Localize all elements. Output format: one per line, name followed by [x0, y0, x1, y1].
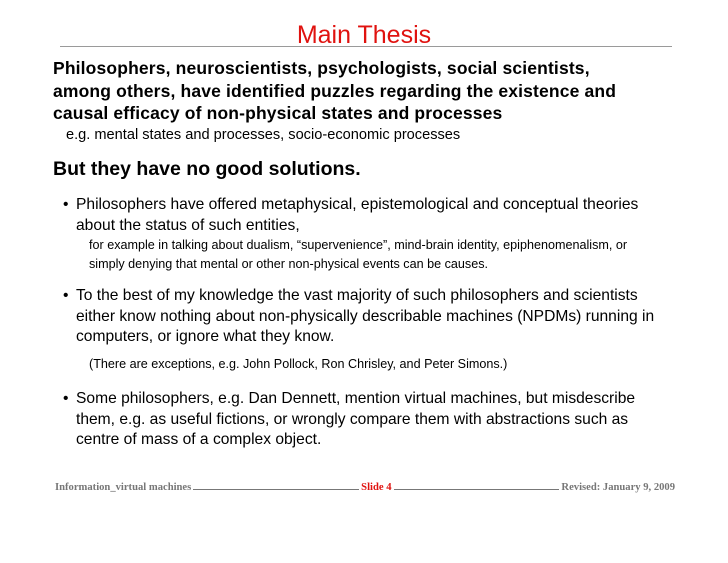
footer-slide-number: Slide 4 — [361, 482, 392, 493]
bullet-line: about the status of such entities, — [76, 216, 300, 234]
bullet-text — [76, 286, 683, 348]
bullet-line: either know nothing about non-physically describable machines (NPDMs) running in — [76, 307, 655, 325]
footer-revised-date: Revised: January 9, 2009 — [561, 482, 676, 493]
bullet-icon: • — [63, 196, 69, 213]
bullet-text — [76, 389, 683, 451]
bullet-text — [76, 195, 683, 236]
bullet-line: Some philosophers, e.g. Dan Dennett, mention virtual machines, but misdescribe — [76, 390, 636, 407]
bullet-line: To the best of my knowledge the vast majority of such philosophers and scientists — [76, 287, 638, 304]
title-divider — [60, 46, 672, 47]
bullet-line: computers, or ignore what they know. — [76, 328, 335, 345]
bullet-line: centre of mass of a complex object. — [76, 431, 322, 448]
bullet-icon: • — [63, 390, 69, 407]
bullet-line: them, e.g. as useful fictions, or wrongly compare them with abstractions such as — [76, 410, 629, 428]
sub-note-line: (There are exceptions, e.g. John Pollock, Ron Chrisley, and Peter Simons.) — [89, 357, 508, 371]
bullet-icon: • — [63, 287, 69, 304]
footer-rule — [394, 480, 560, 490]
no-solutions-heading: But they have no good solutions. — [53, 158, 361, 180]
sub-note-line: for example in talking about dualism, “supervenience”, mind-brain identity, epiphenomenalism, or — [89, 238, 628, 252]
footer-left: Information_virtual machines — [55, 482, 192, 493]
example-line: e.g. mental states and processes, socio-economic processes — [66, 127, 461, 143]
slide-title: Main Thesis — [296, 21, 432, 49]
sub-note — [89, 236, 679, 274]
thesis-statement — [53, 57, 693, 125]
thesis-line: among others, have identified puzzles regarding the existence and — [53, 80, 617, 101]
slide-footer — [55, 480, 675, 493]
thesis-line: Philosophers, neuroscientists, psychologists, social scientists, — [53, 58, 590, 78]
bullet-line: Philosophers have offered metaphysical, epistemological and conceptual theories — [76, 196, 639, 213]
thesis-line: causal efficacy of non-physical states and processes — [53, 103, 503, 123]
sub-note-line: simply denying that mental or other non-physical events can be causes. — [89, 257, 489, 271]
footer-rule — [193, 480, 359, 490]
sub-note — [89, 355, 679, 374]
